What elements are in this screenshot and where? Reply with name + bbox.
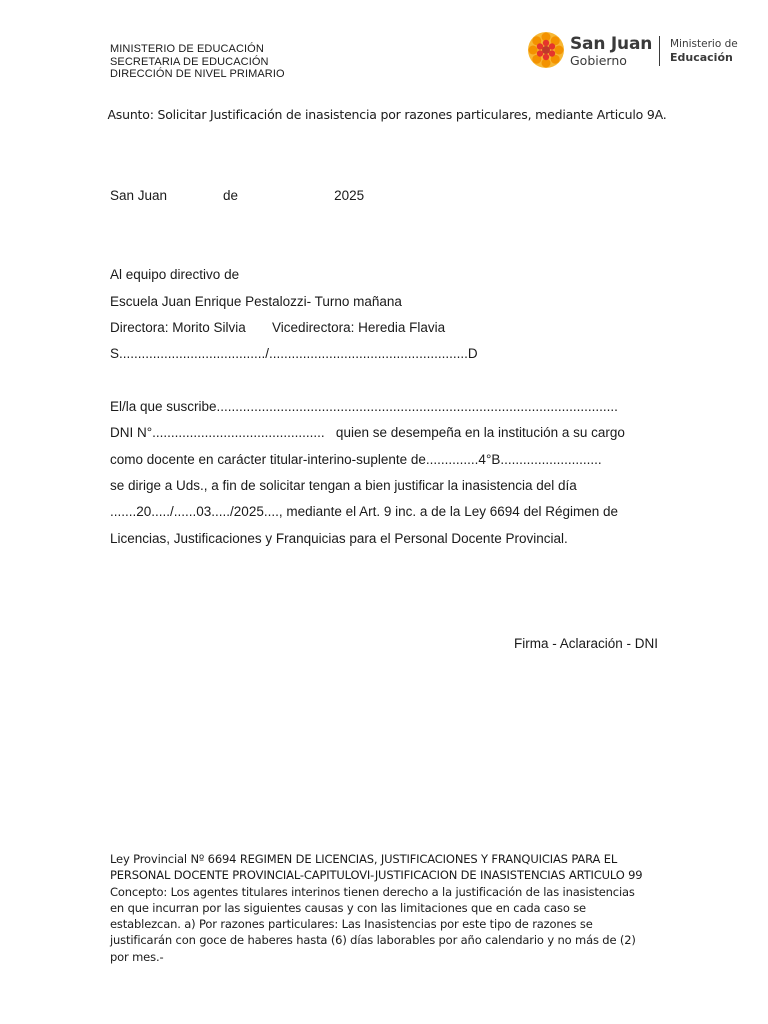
date-line xyxy=(110,188,364,203)
header-line-ministry: MINISTERIO DE EDUCACIÓN xyxy=(110,43,264,55)
salutation-line: S......................................./.....................................................D xyxy=(110,346,478,361)
logo-title: San Juan xyxy=(570,34,653,54)
date-de: de xyxy=(223,188,239,203)
body-line: Licencias, Justificaciones y Franquicias para el Personal Docente Provincial. xyxy=(110,531,568,546)
body-line: DNI N°.............................................. quien se desempeña en la institución a su cargo xyxy=(110,425,625,440)
addressee-line: Al equipo directivo de xyxy=(110,267,240,282)
school-line: Escuela Juan Enrique Pestalozzi- Turno mañana xyxy=(110,294,402,309)
ministry-header xyxy=(110,43,285,81)
directors-line: Directora: Morito Silvia Vicedirectora: Heredia Flavia xyxy=(110,320,446,335)
san-juan-logo xyxy=(527,31,742,73)
logo-divider xyxy=(659,36,660,66)
logo-ministry-line1: Ministerio de xyxy=(670,38,738,50)
law-line: establezcan. a) Por razones particulares: Las Inasistencias por este tipo de razones se xyxy=(110,917,593,932)
subject-line: Asunto: Solicitar Justificación de inasistencia por razones particulares, mediante Articulo 9A. xyxy=(107,107,667,122)
body-line: El/la que suscribe........................................................................................................... xyxy=(110,399,618,414)
law-line: Ley Provincial Nº 6694 REGIMEN DE LICENCIAS, JUSTIFICACIONES Y FRANQUICIAS PARA EL xyxy=(110,852,618,866)
logo-subtitle: Gobierno xyxy=(570,53,627,68)
body-line: se dirige a Uds., a fin de solicitar tengan a bien justificar la inasistencia del día xyxy=(110,478,577,493)
law-line: PERSONAL DOCENTE PROVINCIAL-CAPITULOVI-JUSTIFICACION DE INASISTENCIAS ARTICULO 99 xyxy=(110,868,643,883)
sun-emblem-icon xyxy=(527,31,565,69)
law-line: Concepto: Los agentes titulares interinos tienen derecho a la justificación de las inasistencias xyxy=(110,884,635,899)
header-line-direction: DIRECCIÓN DE NIVEL PRIMARIO xyxy=(110,68,285,81)
law-line: por mes.- xyxy=(110,949,164,964)
date-city: San Juan xyxy=(110,188,168,203)
signature-line: Firma - Aclaración - DNI xyxy=(513,636,658,651)
law-footnote xyxy=(110,851,670,965)
law-line: en que incurran por las siguientes causas y con las limitaciones que en cada caso se xyxy=(110,900,586,915)
body-line: como docente en carácter titular-interino-suplente de..............4°B........................... xyxy=(110,452,602,467)
law-line: justificarán con goce de haberes hasta (6) días laborables por año calendario y no más de (2) xyxy=(110,933,636,948)
header-line-secretary: SECRETARIA DE EDUCACIÓN xyxy=(110,55,269,68)
date-year: 2025 xyxy=(334,188,365,203)
logo-ministry-line2: Educación xyxy=(670,51,733,64)
body-line: .......20...../......03...../2025...., mediante el Art. 9 inc. a de la Ley 6694 del Régimen de xyxy=(110,504,619,519)
